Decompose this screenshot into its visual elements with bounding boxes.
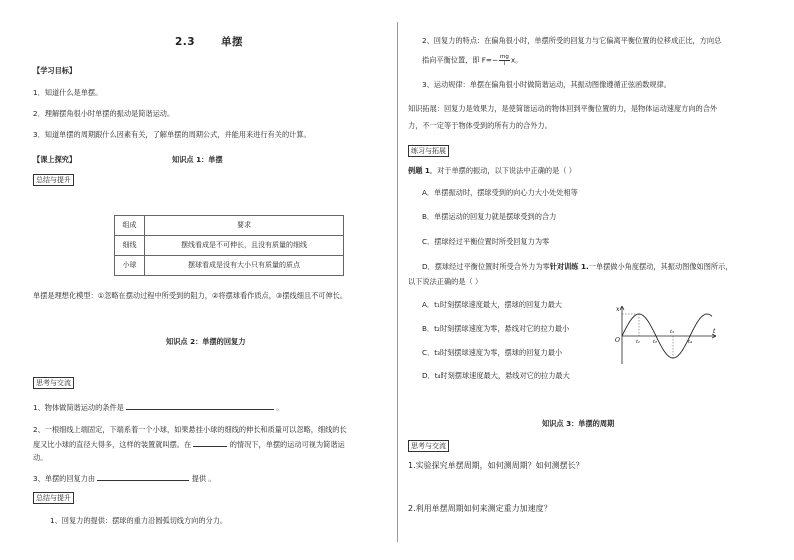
restore-force-point-1: 1、回复力的提供：摆球的重力沿圆弧切线方向的分力。	[50, 516, 228, 525]
practice-label: 练习与拓展	[408, 145, 449, 157]
think-label-2: 思考与交流	[408, 440, 449, 452]
example-1-stem	[408, 166, 576, 175]
fraction-denominator: l	[503, 61, 506, 67]
objective-2: 2．理解摆角很小时单摆的振动是简谐运动。	[33, 109, 175, 118]
training-1-option-a: A．t₁时刻摆球速度最大，摆球的回复力最大	[422, 300, 562, 309]
question-2-text-cont: 的情况下，单摆的运动可视为简谐运	[229, 440, 345, 449]
training-1-stem: 一单摆做小角度摆动，其振动图像如图所示，	[588, 262, 733, 271]
question-3-text: 3、单摆的回复力由	[33, 474, 96, 483]
training-1-stem-2: 以下说法正确的是（ ）	[408, 277, 483, 286]
restore-point-3: 3、运动规律：单摆在偏角很小时做简谐运动，其振动图像遵循正弦函数规律。	[422, 80, 671, 89]
graph-tick-t3: t₃	[670, 329, 675, 335]
table-cell: 摆球看成是没有大小只有质量的质点	[145, 256, 344, 276]
answer-blank-1[interactable]	[126, 402, 274, 410]
answer-blank-2[interactable]	[193, 439, 227, 447]
composition-table	[114, 215, 344, 276]
question-2-text: 度又比小球的直径大得多，这样的装置就叫摆。在	[33, 440, 192, 449]
example-1-question: 对于单摆的振动，以下说法中正确的是（ ）	[437, 166, 576, 175]
table-cell: 小球	[115, 256, 145, 276]
table-header-row	[115, 216, 344, 236]
table-header-cell: 要求	[145, 216, 344, 236]
section-number: 2.3	[175, 36, 196, 48]
graph-x-label: t	[713, 328, 716, 335]
right-question-2: 2.利用单摆周期如何来测定重力加速度？	[408, 504, 552, 513]
table-header-cell: 组成	[115, 216, 145, 236]
knowledge-point-1: 知识点 1：单摆	[172, 155, 223, 164]
summary-label-1: 总结与提升	[33, 174, 74, 186]
question-2-line-2	[33, 439, 345, 449]
example-1-label: 例题 1．	[408, 166, 438, 175]
table-row	[115, 236, 344, 256]
table-cell: 细线	[115, 236, 145, 256]
page-title	[175, 36, 243, 49]
example-1-option-c: C．摆球经过平衡位置时所受回复力为零	[422, 237, 550, 246]
question-2-line-3: 动。	[33, 453, 48, 462]
vibration-graph	[612, 302, 720, 368]
restore-point-2-line-1: 2、回复力的特点：在偏角很小时，单摆所受的回复力与它偏离平衡位置的位移成正比，方向总	[422, 36, 722, 45]
question-1-end: 。	[276, 403, 284, 412]
answer-blank-3[interactable]	[97, 473, 189, 481]
restore-point-2-line-2	[422, 54, 522, 67]
knowledge-point-2: 知识点 2：单摆的回复力	[166, 337, 246, 346]
summary-label-2: 总结与提升	[33, 492, 74, 504]
question-3-end: 提供 。	[191, 474, 216, 483]
graph-tick-t2: t₂	[653, 339, 658, 345]
right-question-1: 1.实验探究单摆周期，如何测周期？如何测摆长？	[408, 461, 584, 470]
extension-line-1: 知识拓展：回复力是效果力，是使简谐运动的物体回到平衡位置的力，是物体运动速度方向的合外	[408, 104, 718, 113]
fraction-numerator: mg	[499, 54, 509, 60]
question-1	[33, 402, 284, 412]
think-label-1: 思考与交流	[33, 377, 74, 389]
question-3	[33, 473, 216, 483]
section-title: 单摆	[221, 36, 243, 48]
right-column	[398, 0, 794, 560]
objective-1: 1．知道什么是单摆。	[33, 88, 103, 97]
formula-fraction	[499, 54, 510, 67]
question-1-text: 1、物体做简谐运动的条件是	[33, 403, 124, 412]
table-cell: 摆线看成是不可伸长，且没有质量的细线	[145, 236, 344, 256]
graph-origin-label: O	[615, 337, 620, 344]
graph-y-label: x	[616, 306, 620, 313]
knowledge-point-3: 知识点 3：单摆的周期	[542, 419, 615, 428]
ideal-model-text: 单摆是理想化模型：①忽略在摆动过程中所受到的阻力，②将摆球看作质点，③摆线细且不可伸长。	[33, 291, 348, 300]
extension-line-2: 力，不一定等于物体受到的所有力的合外力。	[408, 121, 552, 130]
objectives-header: 【学习目标】	[33, 66, 77, 75]
explore-header: 【课上探究】	[33, 155, 77, 164]
formula-suffix: x。	[510, 55, 523, 65]
formula-prefix: 指向平衡位置，即 F=−	[422, 55, 498, 65]
question-2-line-1: 2、一根细线上端固定，下端系着一个小球，如果悬挂小球的细线的伸长和质量可以忽略，细线的长	[33, 425, 347, 434]
objective-3: 3．知道单摆的周期跟什么因素有关，了解单摆的周期公式，并能用来进行有关的计算。	[33, 130, 311, 139]
graph-tick-t4: t₄	[688, 339, 693, 345]
example-1-option-b: B．单摆运动的回复力就是摆球受到的合力	[422, 212, 557, 221]
example-1-option-a: A．单摆振动时，摆球受到的向心力大小处处相等	[422, 188, 578, 197]
graph-tick-t1: t₁	[636, 339, 641, 345]
training-1-option-b: B．t₂时刻摆球速度为零，悬线对它的拉力最小	[422, 324, 570, 333]
table-row	[115, 256, 344, 276]
example-1-option-d	[422, 262, 732, 271]
training-1-option-d: D．t₄时刻摆球速度最大，悬线对它的拉力最大	[422, 371, 570, 380]
training-1-option-c: C．t₃时刻摆球速度为零，摆球的回复力最小	[422, 348, 563, 357]
example-1-option-d-text: D．摆球经过平衡位置时所受合外力为零	[422, 262, 550, 271]
training-1-label: 针对训练 1.	[549, 262, 589, 271]
